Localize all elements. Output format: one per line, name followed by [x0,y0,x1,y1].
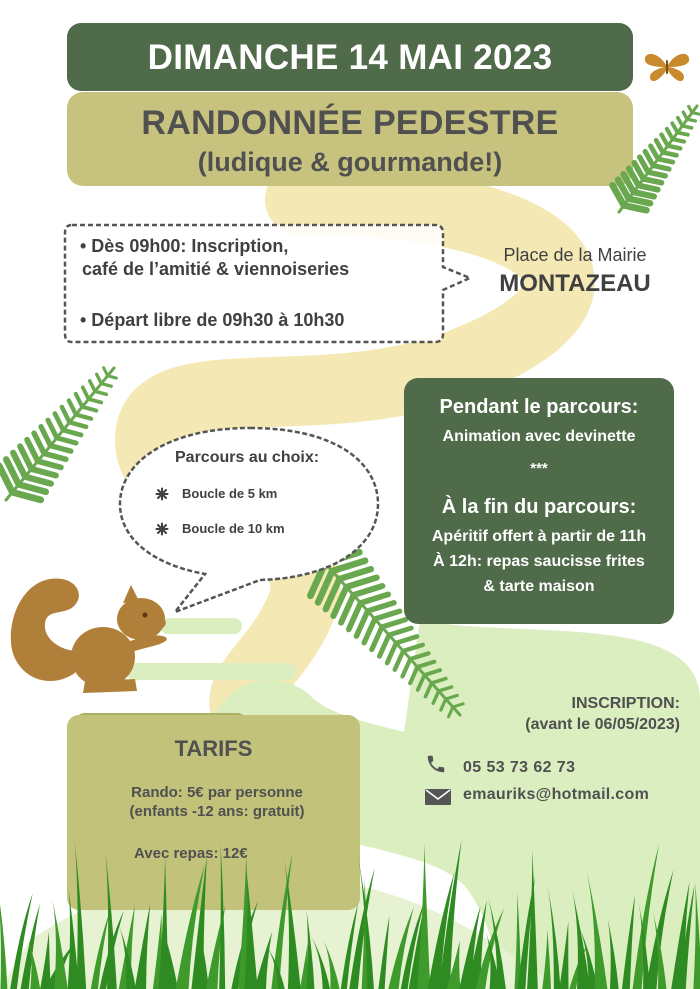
mail-icon [425,789,451,805]
fern-leaflet [89,399,102,402]
grass-blade [622,895,635,989]
program-line-3: • Départ libre de 09h30 à 10h30 [80,310,345,330]
fern-leaflet [379,635,389,656]
fern-leaflet [446,695,458,699]
end-item-3: & tarte maison [483,578,595,595]
grass-blade [300,943,308,989]
email-address[interactable]: emauriks@hotmail.com [463,786,650,803]
tarif-line-3: Avec repas: 12€ [134,845,248,862]
butterfly-icon [643,52,691,82]
asterisk-bullet-icon [156,488,168,500]
fern-leaflet [90,381,95,392]
fern-leaflet [372,627,382,650]
activities-separator: *** [530,460,548,477]
grass-blade [135,904,151,989]
grass-blade [284,858,301,989]
fern-leaflet [44,453,66,459]
end-heading: À la fin du parcours: [441,496,637,518]
fern-leaflet [395,651,403,670]
registration-heading: INSCRIPTION: [571,695,680,712]
fern-leaflet [439,687,452,691]
fern-leaflet [403,645,423,651]
tarifs-heading: TARIFS [174,736,253,761]
activities-panel [404,378,674,624]
fern-leaflet [62,407,70,422]
fern-leaflet [624,205,646,210]
fern-leaflet [629,199,650,204]
grass-blade [542,929,551,989]
location-place: Place de la Mairie [503,245,647,265]
grass-blade [40,932,50,989]
fern-leaflet [683,112,687,119]
fern-leaflet [31,469,55,476]
grass-blade [608,918,619,989]
fern-leaflet [678,118,683,126]
during-heading: Pendant le parcours: [439,396,639,418]
fern-leaflet [63,430,81,435]
event-subtitle: (ludique & gourmande!) [197,147,503,177]
fern-leaflet [417,662,434,667]
fern-icon [0,360,120,510]
fern-leaflet [25,477,51,484]
fern-leaflet [38,461,61,467]
fern-leaflet [387,643,396,663]
fern-leaflet [425,683,431,697]
tarif-line-1: Rando: 5€ par personne [131,784,303,801]
fern-leaflet [656,140,663,152]
fern-leaflet [425,670,441,675]
fern-leaflet [82,407,96,411]
route-choice-heading: Parcours au choix: [175,449,320,466]
grass-blade [159,857,169,989]
end-item-1: Apéritif offert à partir de 11h [431,528,647,545]
event-date: DIMANCHE 14 MAI 2023 [147,38,553,77]
asterisk-bullet-icon [156,523,168,535]
fern-leaflet [672,123,677,132]
fern-leaflet [12,492,40,500]
registration-deadline: (avant le 06/05/2023) [525,716,680,733]
fern-leaflet [661,135,667,146]
fern-leaflet [48,420,57,438]
fern-leaflet [418,675,425,690]
fern-icon [605,100,700,215]
program-line-2: café de l’amitié & viennoiseries [82,259,350,279]
motion-line [160,618,242,634]
fern-leaflet [667,129,673,139]
grass-blade [219,844,225,989]
fern-leaflet [57,438,76,443]
fern-leaflet [19,484,46,491]
event-title: RANDONNÉE PEDESTRE [141,104,559,142]
fern-leaflet [402,659,410,676]
fern-leaflet [364,619,375,643]
tarif-line-2: (enfants -12 ans: gratuit) [129,803,305,820]
phone-icon [425,753,447,775]
route-option-10km: Boucle de 10 km [182,521,285,536]
grass-blade [0,887,7,989]
grass-blade [559,921,568,989]
fern-leaflet [70,422,87,426]
fern-leaflet [76,415,91,419]
fern-leaflet [441,699,446,710]
end-item-2: À 12h: repas saucisse frites [433,553,645,570]
grass-blade [378,916,389,989]
fern-leaflet [55,414,63,431]
fern-leaflet [389,628,411,635]
fern-leaflet [634,192,654,196]
fern-leaflet [410,653,428,659]
fern-leaflet [83,387,89,399]
grass-icon [0,830,700,989]
fern-leaflet [97,374,102,383]
fern-leaflet [50,446,70,452]
fern-leaflet [396,636,417,643]
fern-leaflet [76,394,82,407]
grass-blade [417,843,430,989]
grass-blade [254,932,272,989]
fern-leaflet [104,368,108,376]
fern-leaflet [689,106,693,112]
fern-leaflet [69,400,76,414]
fern-leaflet [432,679,446,683]
route-option-5km: Boucle de 5 km [182,486,278,501]
during-item: Animation avec devinette [442,428,636,445]
fern-leaflet [651,146,658,159]
fern-leaflet [41,427,50,446]
fern-leaflet [453,704,463,707]
squirrel-icon [5,573,170,701]
grass-blade [693,882,700,989]
fern-leaflet [449,707,453,717]
fern-leaflet [433,691,439,703]
location-town: MONTAZEAU [499,270,651,297]
fern-leaflet [410,667,417,683]
phone-number[interactable]: 05 53 73 62 73 [463,759,576,776]
program-line-1: • Dès 09h00: Inscription, [80,236,289,256]
